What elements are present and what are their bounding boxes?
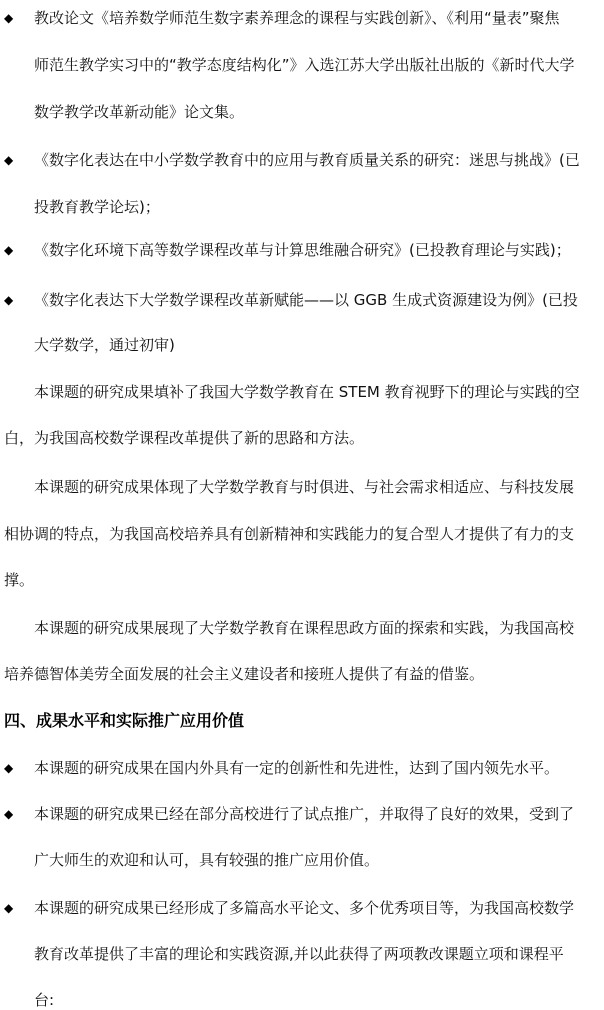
diamond-bullet-icon: ◆: [4, 11, 14, 25]
list-item-line: 本课题的研究成果在国内外具有一定的创新性和先进性，达到了国内领先水平。: [34, 759, 560, 777]
section-heading: 四、成果水平和实际推广应用价值: [4, 711, 245, 730]
list-item-line: 师范生教学实习中的“教学态度结构化”》入选江苏大学出版社出版的《新时代大学: [34, 56, 575, 74]
list-item-line: 教改论文《培养数学师范生数字素养理念的课程与实践创新》、《利用“量表”聚焦: [34, 9, 560, 27]
paragraph-line: 白，为我国高校数学课程改革提供了新的思路和方法。: [4, 429, 365, 447]
diamond-bullet-icon: ◆: [4, 243, 14, 257]
list-item-line: 数学教学改革新动能》论文集。: [34, 103, 245, 121]
list-item-line: 台:: [34, 991, 55, 1009]
paragraph-line: 本课题的研究成果体现了大学数学教育与时俱进、与社会需求相适应、与科技发展: [34, 478, 575, 496]
diamond-bullet-icon: ◆: [4, 761, 14, 775]
paragraph-line: 培养德智体美劳全面发展的社会主义建设者和接班人提供了有益的借鉴。: [4, 665, 485, 683]
list-item-line: 广大师生的欢迎和认可，具有较强的推广应用价值。: [34, 851, 380, 869]
paragraph-line: 本课题的研究成果展现了大学数学教育在课程思政方面的探索和实践，为我国高校: [34, 619, 575, 637]
paragraph-line: 相协调的特点，为我国高校培养具有创新精神和实践能力的复合型人才提供了有力的支: [4, 525, 575, 543]
paragraph-line: 本课题的研究成果填补了我国大学数学教育在 STEM 教育视野下的理论与实践的空: [34, 383, 580, 401]
list-item-line: 本课题的研究成果已经在部分高校进行了试点推广，并取得了良好的效果，受到了: [34, 805, 575, 823]
list-item-line: 大学数学，通过初审): [34, 336, 175, 354]
list-item-line: 投教育教学论坛)；: [34, 198, 160, 216]
diamond-bullet-icon: ◆: [4, 807, 14, 821]
diamond-bullet-icon: ◆: [4, 901, 14, 915]
paragraph-line: 撑。: [4, 571, 35, 589]
diamond-bullet-icon: ◆: [4, 293, 14, 307]
list-item-line: 本课题的研究成果已经形成了多篇高水平论文、多个优秀项目等，为我国高校数学: [34, 899, 575, 917]
list-item-line: 《数字化环境下高等数学课程改革与计算思维融合研究》(已投教育理论与实践)；: [34, 241, 571, 259]
list-item-line: 《数字化表达下大学数学课程改革新赋能——以 GGB 生成式资源建设为例》(已投: [34, 291, 578, 309]
list-item-line: 教育改革提供了丰富的理论和实践资源,并以此获得了两项教改课题立项和课程平: [34, 945, 564, 963]
diamond-bullet-icon: ◆: [4, 153, 14, 167]
list-item-line: 《数字化表达在中小学数学教育中的应用与教育质量关系的研究：迷思与挑战》(已: [34, 151, 580, 169]
